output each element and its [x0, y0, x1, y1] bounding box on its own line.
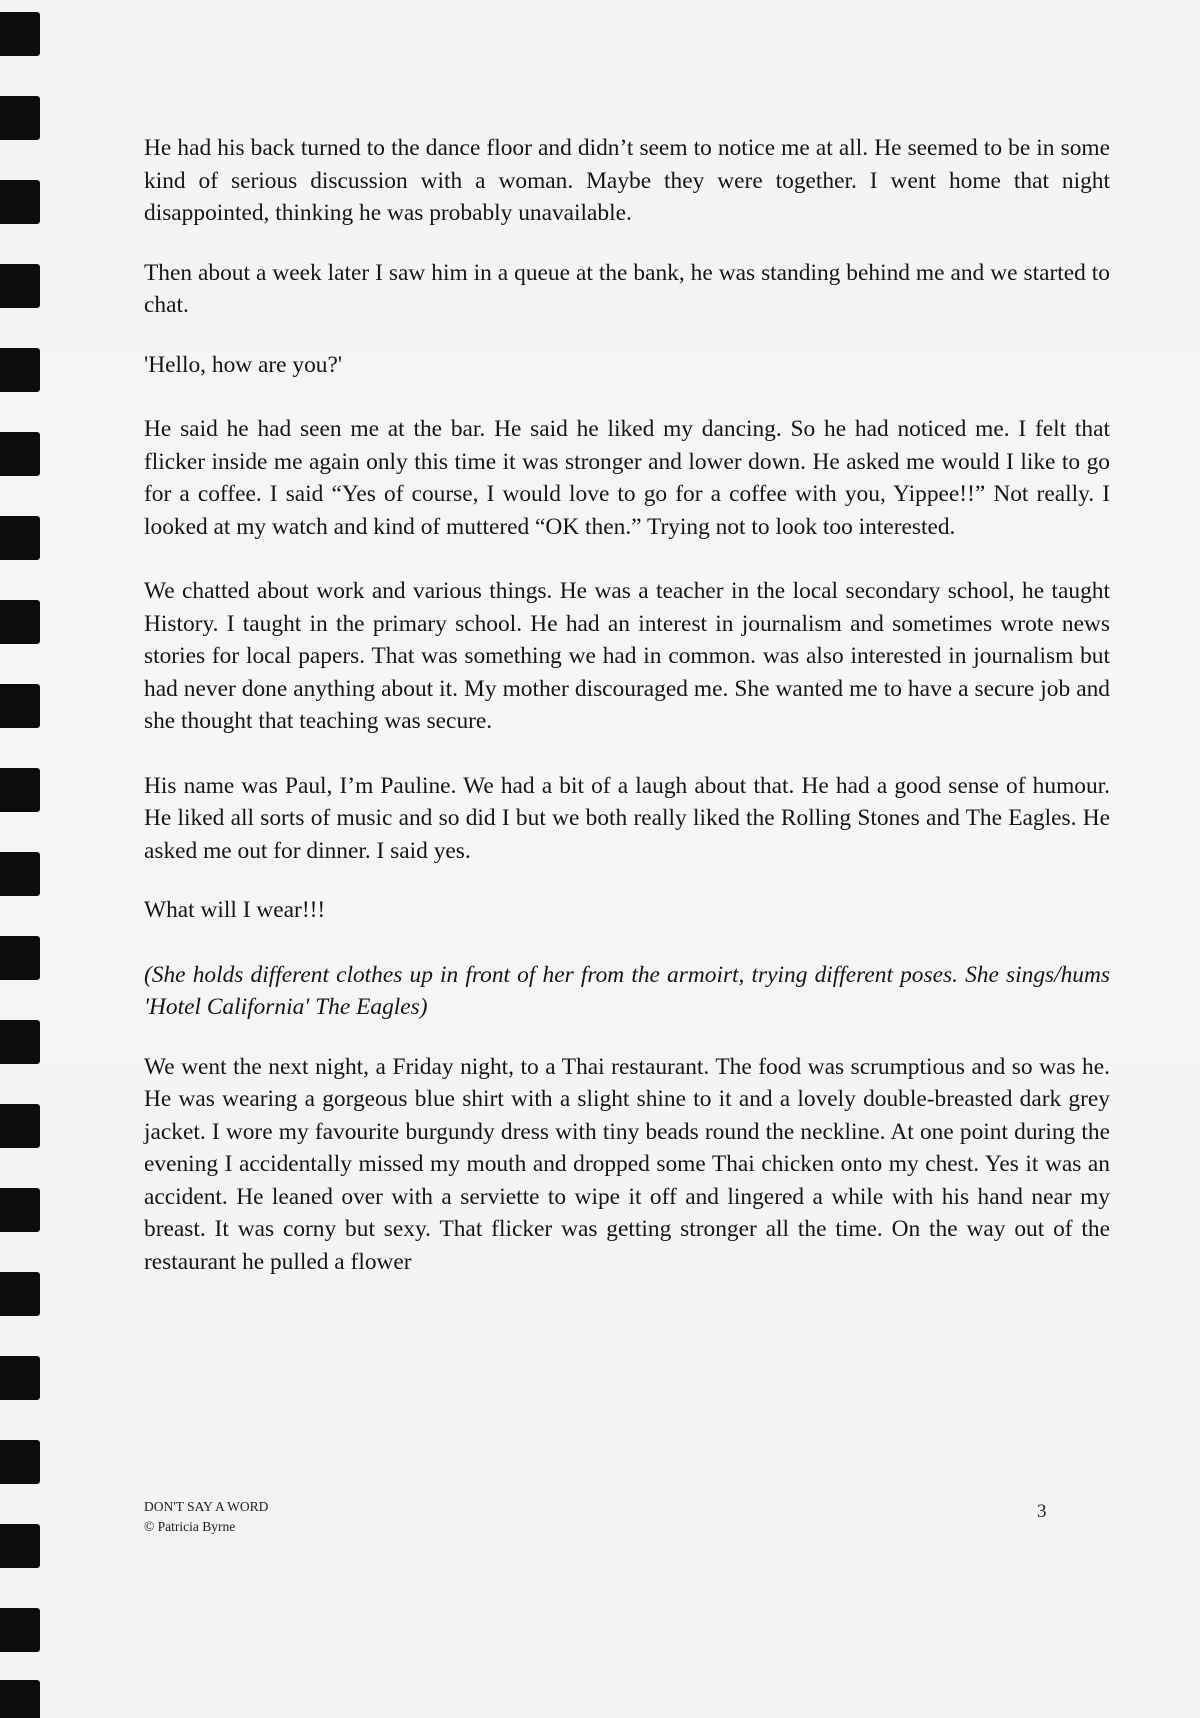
- binding-hole: [0, 264, 40, 308]
- binding-hole: [0, 12, 40, 56]
- body-text: [144, 132, 1110, 1278]
- paragraph: His name was Paul, I’m Pauline. We had a bit of a laugh about that. He had a good sense of humour. He liked all sorts of music and so did I but we both really liked the Rolling Stones and The Eagles. He asked me out for dinner. I said yes.: [144, 772, 1110, 864]
- binding-hole: [0, 1524, 40, 1568]
- spiral-binding: [0, 0, 48, 1718]
- binding-hole: [0, 936, 40, 980]
- binding-hole: [0, 1608, 40, 1652]
- stage-direction: (She holds different clothes up in front of her from the armoirt, trying different poses. She sings/hums 'Hotel California' The Eagles): [144, 961, 1110, 1020]
- paragraph: We chatted about work and various things. He was a teacher in the local secondary school, he taught History. I taught in the primary school. He had an interest in journalism and sometimes wrote news stories for local papers. That was something we had in common. was also interested in journalism but had never done anything about it. My mother discouraged me. She wanted me to have a secure job and she thought that teaching was secure.: [144, 578, 1110, 734]
- dialogue-line: 'Hello, how are you?': [144, 351, 343, 378]
- binding-hole: [0, 1440, 40, 1484]
- binding-hole: [0, 1020, 40, 1064]
- binding-hole: [0, 1272, 40, 1316]
- paragraph: We went the next night, a Friday night, to a Thai restaurant. The food was scrumptious and so was he. He was wearing a gorgeous blue shirt with a slight shine to it and a lovely double-breasted dark grey jacket. I wore my favourite burgundy dress with tiny beads round the neckline. At one point during the evening I accidentally missed my mouth and dropped some Thai chicken onto my chest. Yes it was an accident. He leaned over with a serviette to wipe it off and lingered a while with his hand near my breast. It was corny but sexy. That flicker was getting stronger all the time. On the way out of the restaurant he pulled a flower: [144, 1053, 1110, 1275]
- binding-hole: [0, 1104, 40, 1148]
- binding-hole: [0, 600, 40, 644]
- binding-hole: [0, 684, 40, 728]
- binding-hole: [0, 432, 40, 476]
- paragraph: He had his back turned to the dance floor and didn’t seem to notice me at all. He seemed to be in some kind of serious discussion with a woman. Maybe they were together. I went home that night disappointed, thinking he was probably unavailable.: [144, 135, 1110, 226]
- binding-hole: [0, 1680, 40, 1718]
- paragraph: What will I wear!!!: [144, 897, 326, 923]
- binding-hole: [0, 348, 40, 392]
- binding-hole: [0, 1188, 40, 1232]
- binding-hole: [0, 516, 40, 560]
- binding-hole: [0, 1356, 40, 1400]
- page-number: 3: [1037, 1501, 1047, 1522]
- paragraph: He said he had seen me at the bar. He said he liked my dancing. So he had noticed me. I felt that flicker inside me again only this time it was stronger and lower down. He asked me would I like to go for a coffee. I said “Yes of course, I would love to go for a coffee with you, Yippee!!” Not really. I looked at my watch and kind of muttered “OK then.” Trying not to look too interested.: [144, 416, 1110, 540]
- binding-hole: [0, 852, 40, 896]
- paragraph: Then about a week later I saw him in a queue at the bank, he was standing behind me and we started to chat.: [144, 259, 1110, 318]
- footer-copyright: © Patricia Byrne: [144, 1519, 236, 1534]
- binding-hole: [0, 768, 40, 812]
- binding-hole: [0, 180, 40, 224]
- footer-credit: [144, 1497, 268, 1537]
- footer-title: DON'T SAY A WORD: [144, 1499, 269, 1514]
- binding-hole: [0, 96, 40, 140]
